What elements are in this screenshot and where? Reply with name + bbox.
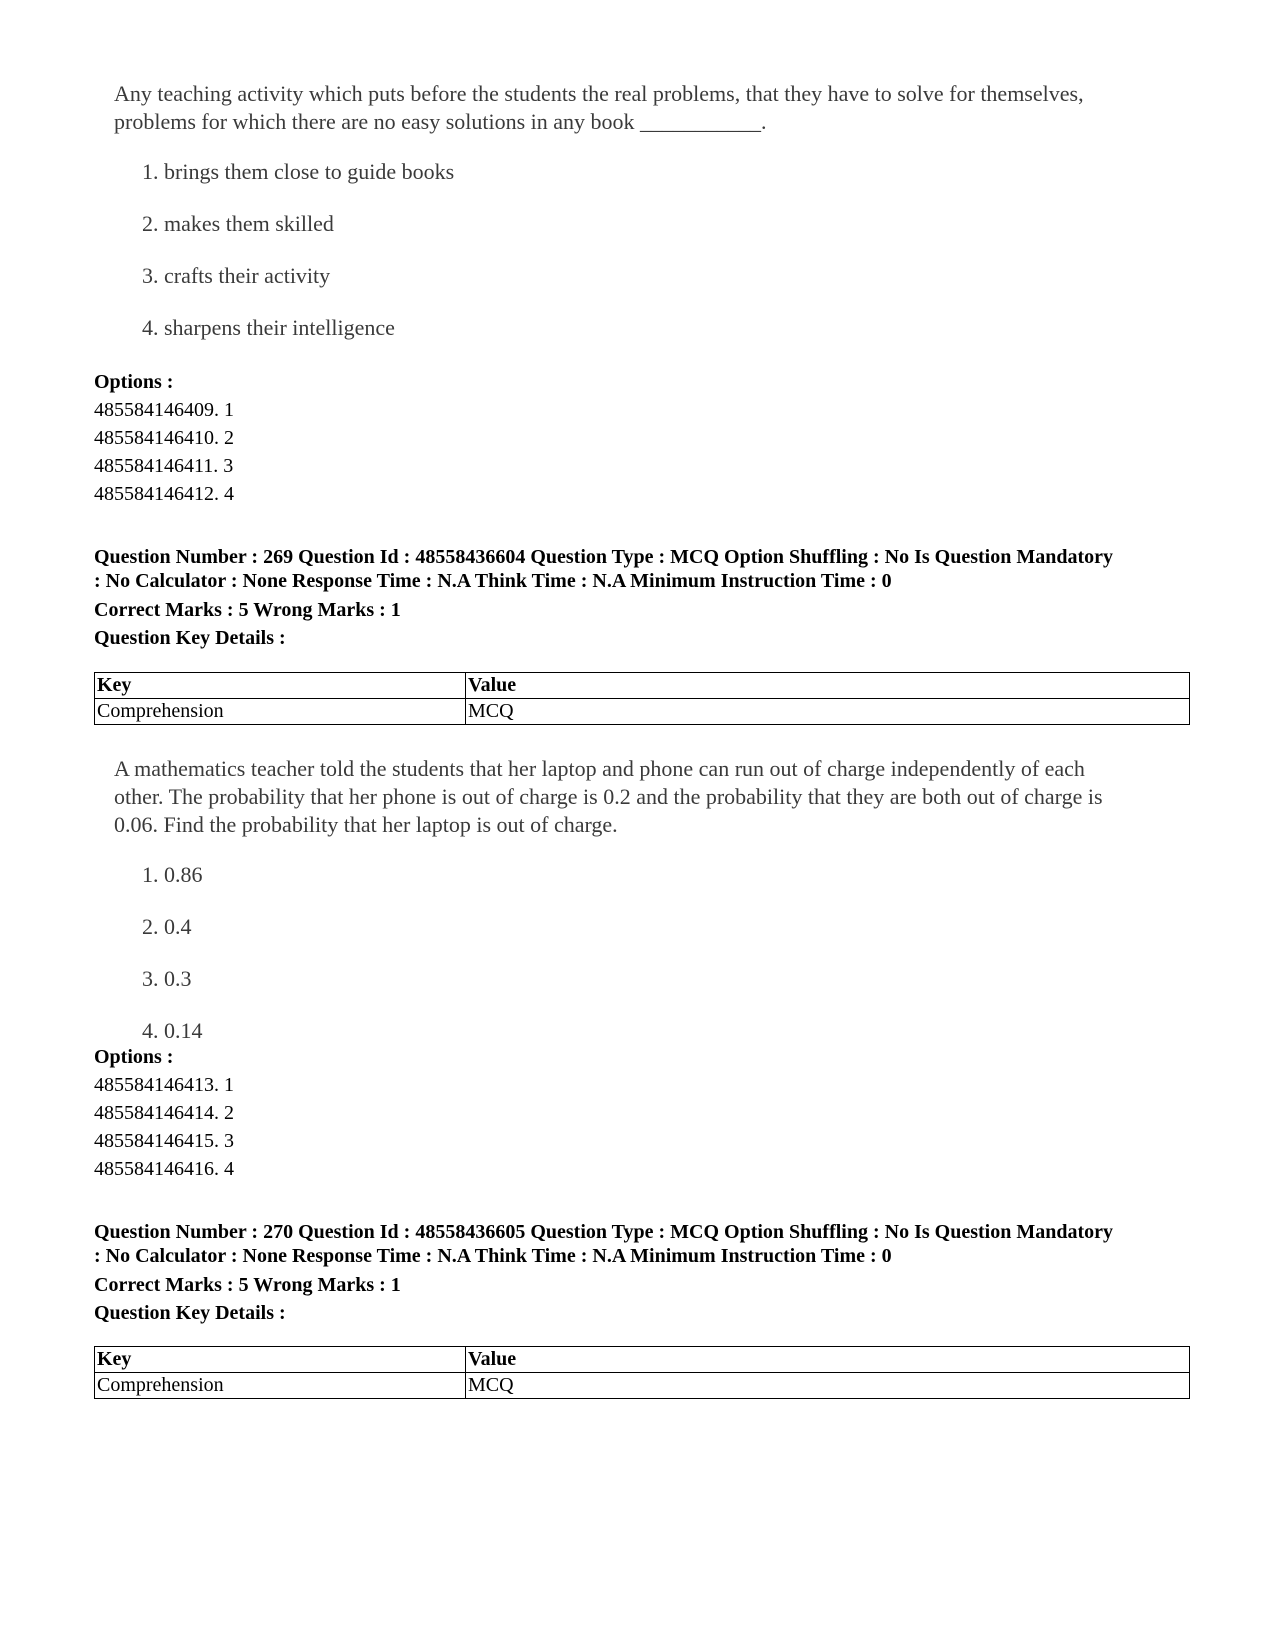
- question-meta-line: Question Number : 269 Question Id : 48558436604 Question Type : MCQ Option Shuffling : No Is Question Mandatory: [94, 546, 1113, 568]
- choice-item: 1. 0.86: [142, 862, 203, 887]
- table-header-cell: Value: [466, 1347, 1190, 1373]
- choice-item: 4. sharpens their intelligence: [142, 315, 395, 340]
- key-value-table: [94, 1346, 1190, 1399]
- option-id: 485584146413. 1: [94, 1074, 234, 1096]
- table-cell: Comprehension: [95, 699, 466, 725]
- option-id: 485584146415. 3: [94, 1130, 234, 1152]
- key-details-label: Question Key Details :: [94, 1302, 286, 1324]
- key-details-label: Question Key Details :: [94, 627, 286, 649]
- options-block: [94, 1043, 234, 1183]
- table-header-row: [95, 1347, 1190, 1373]
- table-header-cell: Value: [466, 673, 1190, 699]
- option-id: 485584146411. 3: [94, 455, 234, 477]
- key-value-table: [94, 672, 1190, 725]
- option-id: 485584146410. 2: [94, 427, 234, 449]
- table-header-cell: Key: [95, 673, 466, 699]
- question-269-image: [114, 755, 1134, 1045]
- question-meta-line: : No Calculator : None Response Time : N.A Think Time : N.A Minimum Instruction Time : 0: [94, 570, 892, 592]
- choice-item: 3. crafts their activity: [142, 263, 331, 288]
- choice-item: 2. 0.4: [142, 914, 192, 939]
- choice-item: 3. 0.3: [142, 966, 192, 991]
- option-id: 485584146412. 4: [94, 483, 234, 505]
- question-268-image: [114, 80, 1134, 342]
- choice-list: [114, 158, 1134, 342]
- question-stem: Any teaching activity which puts before the students the real problems, that they have to solve for themselves, problems for which there are no easy solutions in any book ___________.: [114, 81, 1084, 134]
- choice-item: 4. 0.14: [142, 1018, 203, 1043]
- question-meta: [94, 1220, 1194, 1327]
- option-id: 485584146409. 1: [94, 399, 234, 421]
- options-block: [94, 368, 234, 508]
- table-cell: MCQ: [466, 699, 1190, 725]
- table-row: [95, 1373, 1190, 1399]
- choice-list: [114, 861, 1134, 1045]
- table-header-row: [95, 673, 1190, 699]
- table-header-cell: Key: [95, 1347, 466, 1373]
- question-meta: [94, 545, 1194, 652]
- marks-line: Correct Marks : 5 Wrong Marks : 1: [94, 599, 401, 621]
- option-id: 485584146414. 2: [94, 1102, 234, 1124]
- options-label: Options :: [94, 371, 174, 393]
- table-cell: Comprehension: [95, 1373, 466, 1399]
- question-stem: A mathematics teacher told the students that her laptop and phone can run out of charge independently of each other. The probability that her phone is out of charge is 0.2 and the probability that they are both out of charge is 0.06. Find the probability that her laptop is out of charge.: [114, 756, 1103, 837]
- table-row: [95, 699, 1190, 725]
- table-cell: MCQ: [466, 1373, 1190, 1399]
- choice-item: 2. makes them skilled: [142, 211, 334, 236]
- options-label: Options :: [94, 1046, 174, 1068]
- marks-line: Correct Marks : 5 Wrong Marks : 1: [94, 1274, 401, 1296]
- question-meta-line: : No Calculator : None Response Time : N.A Think Time : N.A Minimum Instruction Time : 0: [94, 1245, 892, 1267]
- choice-item: 1. brings them close to guide books: [142, 159, 455, 184]
- question-meta-line: Question Number : 270 Question Id : 48558436605 Question Type : MCQ Option Shuffling : No Is Question Mandatory: [94, 1221, 1113, 1243]
- option-id: 485584146416. 4: [94, 1158, 234, 1180]
